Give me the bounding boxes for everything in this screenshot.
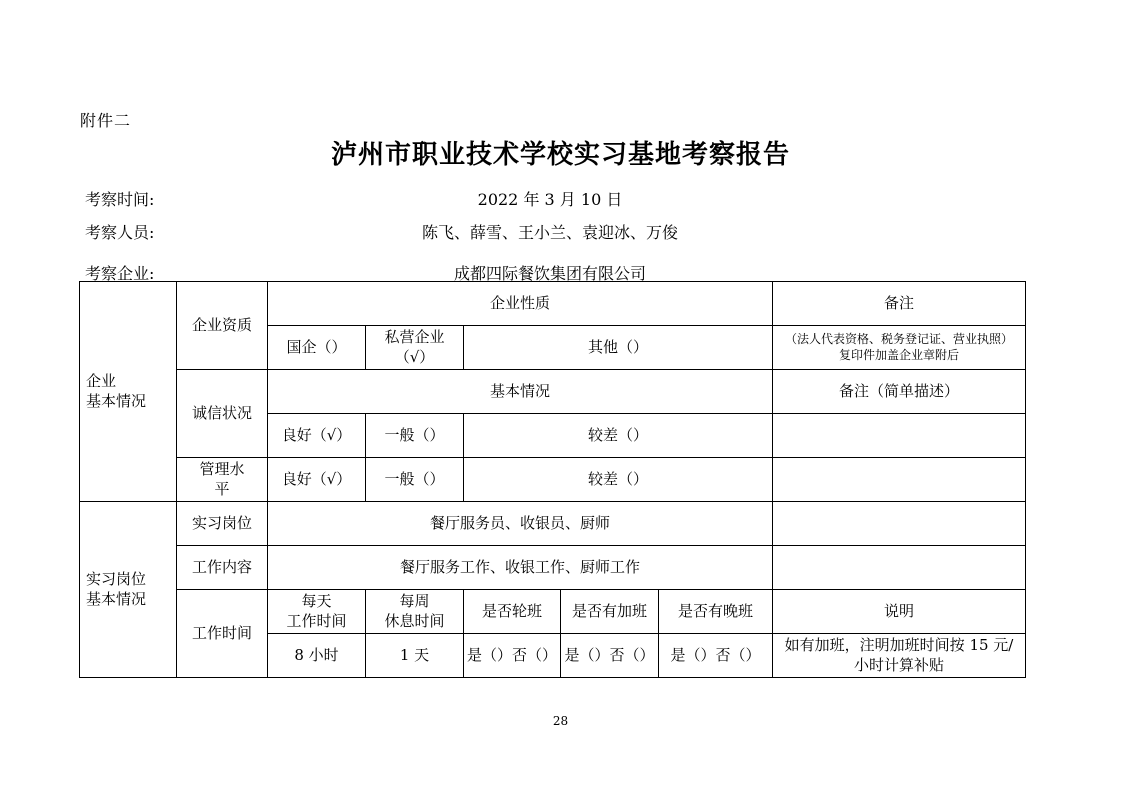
report-title: 泸州市职业技术学校实习基地考察报告 xyxy=(330,140,790,170)
attachment-label: 附件二 xyxy=(80,111,132,130)
integrity-poor: 较差（） xyxy=(464,414,773,458)
night-shift-header: 是否有晚班 xyxy=(659,590,773,634)
management-poor: 较差（） xyxy=(464,458,773,502)
remark-header: 备注 xyxy=(773,282,1026,326)
state-owned-option: 国企（） xyxy=(268,326,366,370)
work-content-remark xyxy=(773,546,1026,590)
section-internship-basic: 实习岗位 基本情况 xyxy=(80,502,177,678)
integrity-average: 一般（） xyxy=(366,414,464,458)
rotation-value: 是（）否（） xyxy=(464,634,561,678)
section-company-basic: 企业 基本情况 xyxy=(80,282,177,502)
management-label: 管理水 平 xyxy=(177,458,268,502)
weekly-rest-header: 每周 休息时间 xyxy=(366,590,464,634)
work-content-label: 工作内容 xyxy=(177,546,268,590)
daily-hours-header: 每天 工作时间 xyxy=(268,590,366,634)
integrity-good: 良好（√） xyxy=(268,414,366,458)
inspection-time-value: 2022 年 3 月 10 日 xyxy=(477,190,623,209)
positions-value: 餐厅服务员、收银员、厨师 xyxy=(268,502,773,546)
integrity-remark xyxy=(773,414,1026,458)
company-value: 成都四际餐饮集团有限公司 xyxy=(453,264,646,283)
qualification-remark: （法人代表资格、税务登记证、营业执照） 复印件加盖企业章附后 xyxy=(773,326,1026,370)
management-good: 良好（√） xyxy=(268,458,366,502)
inspection-time-label: 考察时间: xyxy=(85,190,155,209)
overtime-header: 是否有加班 xyxy=(561,590,659,634)
positions-remark xyxy=(773,502,1026,546)
other-option: 其他（） xyxy=(464,326,773,370)
management-average: 一般（） xyxy=(366,458,464,502)
overtime-note: 如有加班，注明加班时间按 15 元/ 小时计算补贴 xyxy=(773,634,1026,678)
simple-remark-header: 备注（简单描述） xyxy=(773,370,1026,414)
management-remark xyxy=(773,458,1026,502)
inspectors-label: 考察人员: xyxy=(85,223,155,242)
inspectors-value: 陈飞、薛雪、王小兰、袁迎冰、万俊 xyxy=(421,223,678,242)
daily-hours-value: 8 小时 xyxy=(268,634,366,678)
work-content-value: 餐厅服务工作、收银工作、厨师工作 xyxy=(268,546,773,590)
private-option: 私营企业 （√） xyxy=(366,326,464,370)
page-number: 28 xyxy=(552,714,569,728)
night-shift-value: 是（）否（） xyxy=(659,634,773,678)
rotation-header: 是否轮班 xyxy=(464,590,561,634)
qualification-label: 企业资质 xyxy=(177,282,268,370)
overtime-value: 是（）否（） xyxy=(561,634,659,678)
note-header: 说明 xyxy=(773,590,1026,634)
weekly-rest-value: 1 天 xyxy=(366,634,464,678)
integrity-label: 诚信状况 xyxy=(177,370,268,458)
basic-situation-header: 基本情况 xyxy=(268,370,773,414)
nature-header: 企业性质 xyxy=(268,282,773,326)
company-label: 考察企业: xyxy=(85,264,155,283)
inspection-table xyxy=(79,281,1026,678)
positions-label: 实习岗位 xyxy=(177,502,268,546)
work-time-label: 工作时间 xyxy=(177,590,268,678)
